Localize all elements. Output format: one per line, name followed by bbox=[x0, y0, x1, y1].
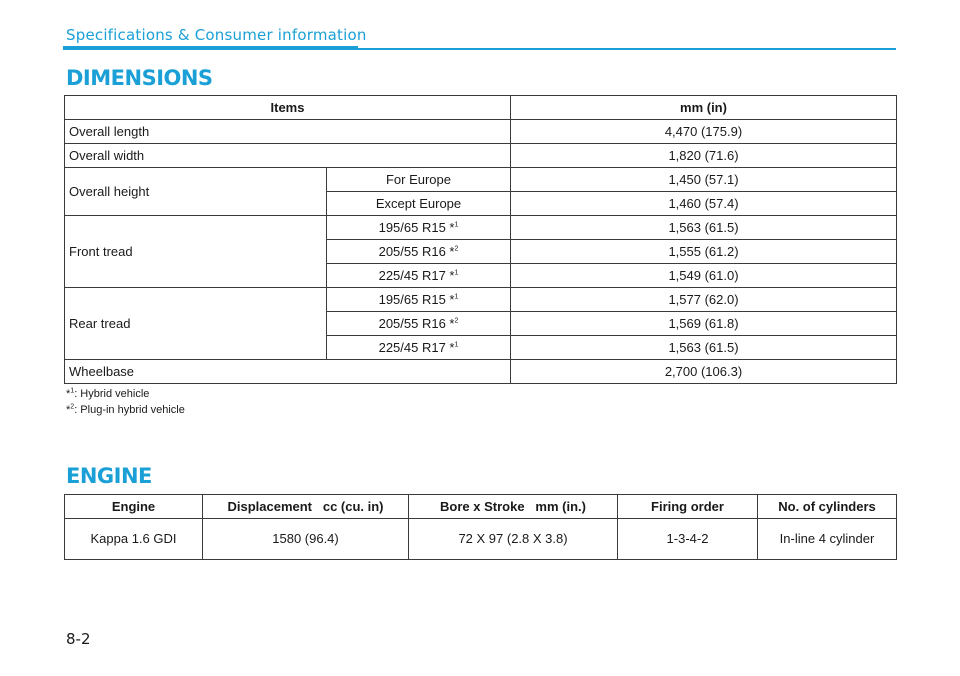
row-value: 1,563 (61.5) bbox=[511, 216, 897, 240]
row-value: 1,820 (71.6) bbox=[511, 144, 897, 168]
page-number: 8-2 bbox=[66, 630, 91, 648]
column-header-value: mm (in) bbox=[511, 96, 897, 120]
row-sub-label: For Europe bbox=[327, 168, 511, 192]
engine-title: ENGINE bbox=[66, 464, 152, 488]
table-header-row bbox=[65, 96, 897, 120]
row-sub-label: 195/65 R15 *$^1$ bbox=[327, 216, 511, 240]
table-cell: In-line 4 cylinder bbox=[758, 519, 897, 560]
header-rule-thin bbox=[358, 48, 896, 50]
dimensions-title: DIMENSIONS bbox=[66, 66, 213, 90]
row-value: 1,460 (57.4) bbox=[511, 192, 897, 216]
table-header-row bbox=[65, 495, 897, 519]
row-sub-label: Except Europe bbox=[327, 192, 511, 216]
column-header: Firing order bbox=[618, 495, 758, 519]
row-label: Overall length bbox=[65, 120, 511, 144]
row-sub-label: 205/55 R16 *$^2$ bbox=[327, 240, 511, 264]
table-row bbox=[65, 120, 897, 144]
row-value: 1,450 (57.1) bbox=[511, 168, 897, 192]
row-value: 1,563 (61.5) bbox=[511, 336, 897, 360]
row-label: Wheelbase bbox=[65, 360, 511, 384]
column-header: Engine bbox=[65, 495, 203, 519]
table-cell: 1580 (96.4) bbox=[203, 519, 409, 560]
row-value: 1,569 (61.8) bbox=[511, 312, 897, 336]
table-cell: 72 X 97 (2.8 X 3.8) bbox=[409, 519, 618, 560]
dimensions-table bbox=[64, 95, 897, 384]
table-row bbox=[65, 360, 897, 384]
column-header: No. of cylinders bbox=[758, 495, 897, 519]
row-sub-label: 225/45 R17 *$^1$ bbox=[327, 336, 511, 360]
row-sub-label: 205/55 R16 *$^2$ bbox=[327, 312, 511, 336]
row-value: 4,470 (175.9) bbox=[511, 120, 897, 144]
row-value: 1,577 (62.0) bbox=[511, 288, 897, 312]
table-row bbox=[65, 288, 897, 312]
table-row bbox=[65, 144, 897, 168]
column-header: Displacement cc (cu. in) bbox=[203, 495, 409, 519]
row-label: Overall width bbox=[65, 144, 511, 168]
column-header: Bore x Stroke mm (in.) bbox=[409, 495, 618, 519]
column-header-items: Items bbox=[65, 96, 511, 120]
footnotes bbox=[66, 386, 185, 418]
row-sub-label: 225/45 R17 *$^1$ bbox=[327, 264, 511, 288]
row-value: 1,549 (61.0) bbox=[511, 264, 897, 288]
row-label: Rear tread bbox=[65, 288, 327, 360]
table-row bbox=[65, 519, 897, 560]
engine-table bbox=[64, 494, 897, 560]
row-value: 1,555 (61.2) bbox=[511, 240, 897, 264]
table-row bbox=[65, 216, 897, 240]
footnote: *$^1$: Hybrid vehicle bbox=[66, 387, 150, 400]
row-label: Overall height bbox=[65, 168, 327, 216]
row-sub-label: 195/65 R15 *$^1$ bbox=[327, 288, 511, 312]
row-value: 2,700 (106.3) bbox=[511, 360, 897, 384]
table-cell: Kappa 1.6 GDI bbox=[65, 519, 203, 560]
section-header-title: Specifications & Consumer information bbox=[66, 26, 367, 44]
table-cell: 1-3-4-2 bbox=[618, 519, 758, 560]
header-rule-thick bbox=[63, 46, 358, 50]
footnote: *$^2$: Plug-in hybrid vehicle bbox=[66, 403, 185, 416]
row-label: Front tread bbox=[65, 216, 327, 288]
table-row bbox=[65, 168, 897, 192]
